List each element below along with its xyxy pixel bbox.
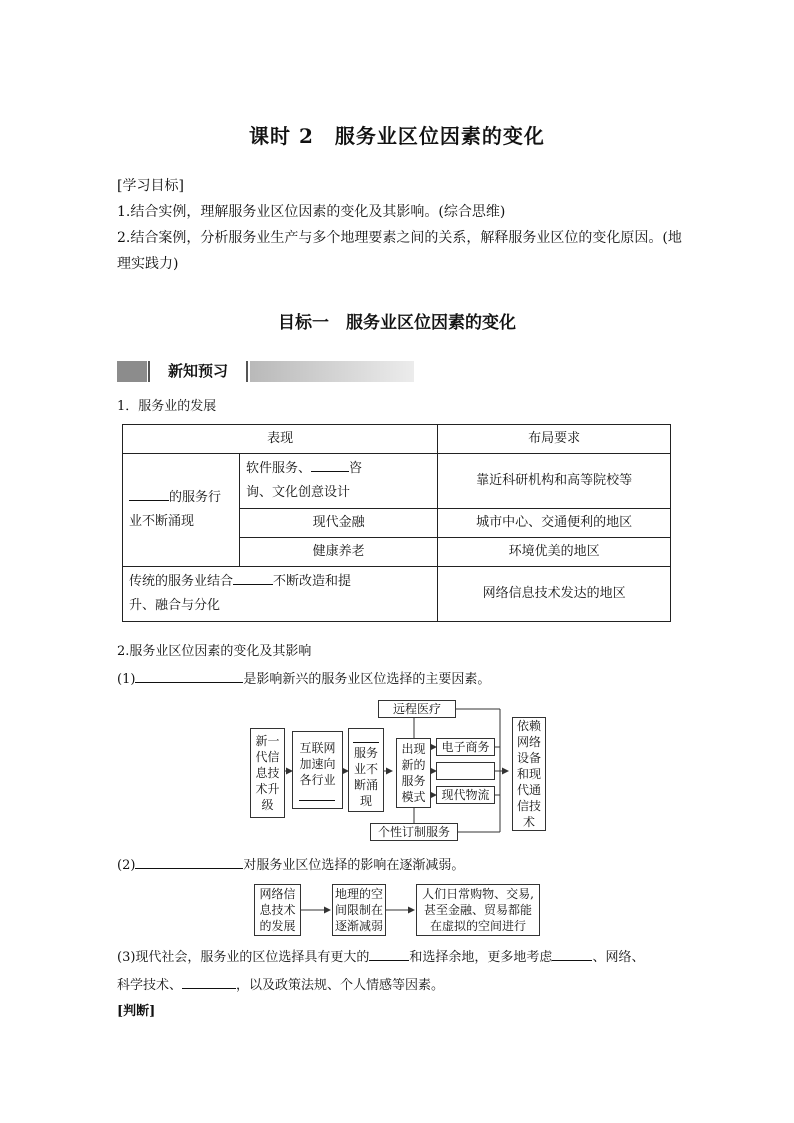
box-text: 各行业 — [299, 772, 336, 787]
item-number: (2) — [117, 858, 136, 873]
box-text: 现 — [359, 793, 372, 808]
flow-box-remote-medical: 远程医疗 — [378, 700, 456, 718]
flow2-box-space-limit — [332, 884, 386, 936]
banner-label: 新知预习 — [148, 361, 248, 382]
item-text: 是影响新兴的服务业区位选择的主要因素。 — [243, 672, 491, 687]
cell-text: 升、融合与分化 — [129, 598, 221, 613]
box-text: 模式 — [401, 790, 426, 804]
row1-right-cell: 靠近科研机构和高等院校等 — [438, 454, 671, 509]
box-text: 级 — [261, 798, 274, 812]
box-text: 依赖 — [516, 719, 541, 733]
cell-text: 软件服务、 — [246, 461, 312, 476]
item-text: ，以及政策法规、个人情感等因素。 — [236, 978, 445, 993]
flow-box-ecommerce: 电子商务 — [436, 738, 495, 756]
row3-right-cell: 环境优美的地区 — [438, 538, 671, 567]
box-text: 新的 — [401, 758, 426, 772]
box-text: 新一 — [255, 734, 280, 748]
group-text: 的服务行 — [169, 490, 222, 505]
fill-blank[interactable] — [369, 947, 409, 961]
item-text: (3)现代社会，服务业的区位选择具有更大的 — [117, 950, 370, 965]
item-text: 科学技术、 — [117, 978, 183, 993]
flow2-box-network-tech — [254, 884, 301, 936]
row4-right-cell: 网络信息技术发达的地区 — [438, 567, 671, 622]
box-text: 信技 — [516, 799, 541, 813]
box-text: 加速向 — [299, 756, 336, 771]
flow-box-logistics: 现代物流 — [436, 786, 495, 804]
box-text: 的发展 — [259, 919, 296, 933]
box-text: 地理的空 — [334, 887, 383, 901]
objective-item-2-continued: 理实践力) — [117, 256, 179, 272]
fill-blank[interactable] — [552, 947, 592, 961]
box-text: 间限制在 — [334, 903, 383, 917]
box-text: 设备 — [516, 751, 541, 765]
row2-left-cell: 现代金融 — [240, 509, 438, 538]
question-2-3 — [117, 944, 692, 1000]
box-text: 业不 — [353, 761, 378, 776]
objective-item-2: 2.结合案例，分析服务业生产与多个地理要素之间的关系，解释服务业区位的变化原因。(地 — [117, 230, 682, 246]
cell-text: 不断改造和提 — [273, 574, 352, 589]
objectives-label: [学习目标] — [117, 178, 184, 194]
box-text: 术升 — [255, 782, 280, 796]
objective-item-1: 1.结合实例，理解服务业区位因素的变化及其影响。(综合思维) — [117, 204, 506, 220]
header-cell-right: 布局要求 — [438, 425, 671, 454]
box-text: 和现 — [516, 767, 541, 781]
box-text: 息技术 — [259, 903, 296, 917]
item-text: 、网络、 — [592, 950, 645, 965]
box-text: 互联网 — [299, 740, 336, 755]
fill-blank[interactable] — [182, 975, 236, 989]
box-text: 息技 — [255, 766, 280, 780]
item-number: (1) — [117, 672, 136, 687]
box-text: 甚至金融、贸易都能 — [423, 903, 532, 917]
cell-text: 询、文化创意设计 — [246, 485, 351, 500]
box-text: 代通 — [516, 783, 541, 797]
flow-box-custom-service: 个性订制服务 — [370, 823, 458, 841]
row2-right-cell: 城市中心、交通便利的地区 — [438, 509, 671, 538]
header-cell-left: 表现 — [123, 425, 438, 454]
box-text: 逐渐减弱 — [334, 919, 383, 933]
question-1-label: 1．服务业的发展 — [117, 399, 217, 414]
page-title: 课时 2 服务业区位因素的变化 — [249, 124, 545, 148]
box-text: 网络信 — [259, 887, 296, 901]
section-title: 目标一 服务业区位因素的变化 — [278, 313, 516, 333]
box-text: 代信 — [255, 750, 280, 764]
item-text: 对服务业区位选择的影响在逐渐减弱。 — [243, 858, 465, 873]
item-text: 和选择余地，更多地考虑 — [409, 950, 553, 965]
box-text: 服务 — [353, 745, 378, 760]
flow2-box-virtual-space — [416, 884, 540, 936]
judge-label: [判断] — [117, 1004, 156, 1019]
box-text: 网络 — [516, 735, 541, 749]
box-text: 在虚拟的空间进行 — [429, 919, 526, 933]
row3-left-cell: 健康养老 — [240, 538, 438, 567]
box-text: 出现 — [401, 742, 426, 756]
cell-text: 咨 — [349, 461, 363, 476]
box-text: 服务 — [401, 774, 426, 788]
box-text: 人们日常购物、交易, — [422, 887, 534, 901]
box-text: 断涌 — [353, 777, 378, 792]
question-2-label: 2.服务业区位因素的变化及其影响 — [117, 644, 312, 659]
cell-text: 传统的服务业结合 — [129, 574, 234, 589]
box-text: 术 — [522, 815, 535, 829]
group-text-line2: 业不断涌现 — [129, 514, 195, 529]
